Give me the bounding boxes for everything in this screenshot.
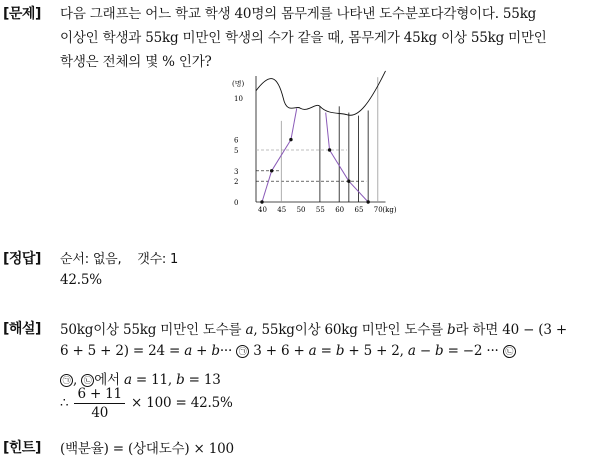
y-tick-label: 5 bbox=[234, 147, 239, 155]
answer-order: 순서: 없음, bbox=[60, 252, 122, 267]
data-point bbox=[270, 169, 273, 172]
y-tick-label: 10 bbox=[234, 95, 243, 103]
solution-text: 에서 bbox=[94, 372, 120, 388]
x-tick-label: 70 bbox=[373, 206, 383, 214]
circle-label-1: ㉠ bbox=[236, 345, 249, 358]
solution-text: = −2 ··· bbox=[447, 343, 499, 359]
solution-text: + 5 + 2, bbox=[348, 343, 404, 359]
problem-line-2: 이상인 학생과 55kg 미만인 학생의 수가 같을 때, 몸무게가 45kg 이상 55kg 미만인 bbox=[60, 30, 547, 46]
hint-tag: [힌트] bbox=[3, 440, 41, 456]
solution-line-4 bbox=[60, 386, 233, 421]
x-tick-label: 45 bbox=[277, 206, 287, 214]
solution-tag: [해설] bbox=[3, 321, 41, 337]
answer-count: 갯수: 1 bbox=[137, 252, 179, 267]
circle-label-1: ㉠ bbox=[60, 374, 73, 387]
solution-text: 라 하면 40 − (3 + bbox=[455, 322, 567, 338]
y-tick-label: 3 bbox=[234, 167, 239, 176]
problem-tag: [문제] bbox=[3, 6, 41, 22]
var-b: b bbox=[335, 343, 345, 359]
problem-line-1: 다음 그래프는 어느 학교 학생 40명의 몸무게를 나타낸 도수분포다각형이다. 55kg bbox=[60, 6, 537, 22]
solution-text: 50kg이상 55kg 미만인 도수를 bbox=[60, 322, 242, 338]
circle-label-2: ㉡ bbox=[503, 345, 516, 358]
solution-text: , 55kg이상 60kg 미만인 도수를 bbox=[253, 322, 443, 338]
x-tick-label: 55 bbox=[315, 206, 325, 214]
x-tick-label: 50 bbox=[296, 206, 306, 214]
x-tick-label: 40 bbox=[258, 206, 267, 214]
polygon-segment bbox=[291, 108, 297, 139]
y-tick-label: 6 bbox=[234, 136, 239, 145]
solution-text: 3 + 6 + bbox=[253, 343, 305, 359]
data-point bbox=[347, 180, 350, 183]
var-b: b bbox=[176, 372, 185, 388]
y-axis-label: (명) bbox=[232, 80, 245, 88]
solution-text: × 100 = 42.5% bbox=[131, 395, 233, 411]
fraction-numerator: 6 + 11 bbox=[74, 386, 124, 404]
circle-label-2: ㉡ bbox=[81, 374, 94, 387]
solution-text: + bbox=[196, 343, 208, 359]
x-axis-label: (kg) bbox=[382, 206, 397, 214]
data-point bbox=[260, 200, 263, 203]
answer-line-1 bbox=[60, 248, 178, 267]
var-b: b bbox=[447, 322, 456, 338]
torn-edge bbox=[256, 71, 386, 115]
polygon-segment bbox=[262, 171, 272, 202]
problem-line-3: 학생은 전체의 몇 % 인가? bbox=[60, 54, 212, 70]
solution-text: = bbox=[320, 343, 332, 359]
var-a: a bbox=[407, 343, 416, 359]
solution-text: ··· bbox=[219, 343, 233, 359]
answer-value: 42.5% bbox=[60, 272, 102, 288]
therefore-symbol: ∴ bbox=[60, 395, 69, 411]
var-b: b bbox=[435, 343, 444, 359]
frequency-polygon-chart bbox=[228, 70, 428, 215]
data-point bbox=[366, 200, 369, 203]
fraction-denominator: 40 bbox=[91, 405, 109, 421]
data-point bbox=[328, 148, 331, 151]
solution-line-2 bbox=[60, 343, 516, 359]
var-b: b bbox=[211, 343, 220, 359]
polygon-segment bbox=[326, 113, 330, 150]
y-tick-label: 0 bbox=[234, 199, 239, 207]
hint-text: (백분율) = (상대도수) × 100 bbox=[60, 441, 234, 457]
x-tick-label: 60 bbox=[335, 206, 345, 214]
data-point bbox=[289, 138, 292, 141]
var-a: a bbox=[308, 343, 317, 359]
answer-tag: [정답] bbox=[3, 251, 41, 267]
solution-text: = 13 bbox=[188, 372, 221, 388]
x-tick-label: 65 bbox=[354, 206, 364, 214]
var-a: a bbox=[245, 322, 254, 338]
solution-text: = 11, bbox=[135, 372, 172, 388]
solution-line-3: ㉠ , ㉡ 에서 a = 11, b = 13 bbox=[60, 368, 221, 388]
var-a: a bbox=[123, 372, 132, 388]
var-a: a bbox=[184, 343, 193, 359]
solution-text: 6 + 5 + 2) = 24 = bbox=[60, 343, 181, 359]
y-tick-label: 2 bbox=[234, 178, 239, 187]
solution-text: − bbox=[419, 343, 431, 359]
fraction bbox=[74, 386, 124, 421]
solution-line-1 bbox=[60, 318, 567, 338]
